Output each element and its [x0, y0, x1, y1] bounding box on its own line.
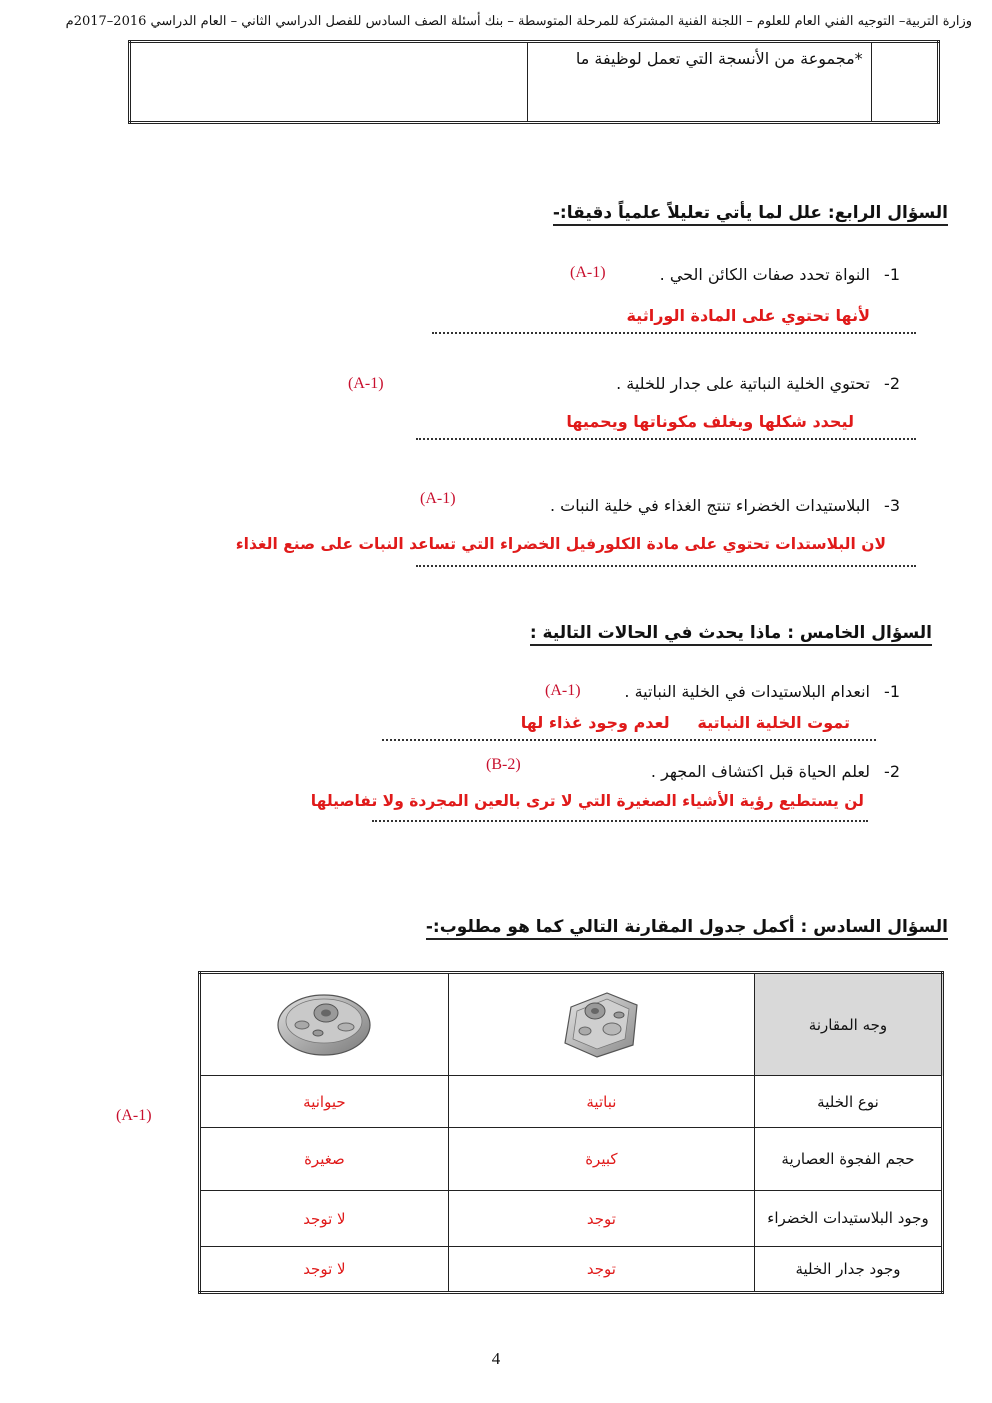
- comparison-header-label: وجه المقارنة: [808, 1015, 888, 1034]
- q4-item-1-number: 1-: [884, 265, 900, 284]
- q5-item-2-answer: لن يستطيع رؤية الأشياء الصغيرة التي لا ترى بالعين المجردة ولا تفاصيلها: [310, 792, 864, 810]
- q5-item-2-answer-line: [372, 820, 868, 822]
- q5-item-1-text: انعدام البلاستيدات في الخلية النباتية .: [624, 682, 870, 701]
- row-label: حجم الفجوة العصارية: [754, 1128, 942, 1191]
- plant-value: توجد: [448, 1191, 754, 1247]
- comparison-header-cell: [754, 973, 942, 1076]
- q4-item-3-answer: لان البلاستدات تحتوي على مادة الكلورفيل الخضراء التي تساعد النبات على صنع الغذاء: [235, 535, 886, 553]
- q5-item-1-number: 1-: [884, 682, 900, 701]
- top-table: [128, 40, 940, 124]
- q4-item-2-text: تحتوي الخلية النباتية على جدار للخلية .: [616, 374, 870, 393]
- plant-cell-image: [557, 985, 645, 1061]
- table-row: [200, 1128, 943, 1191]
- animal-value: حيوانية: [200, 1076, 449, 1128]
- animal-value: لا توجد: [200, 1191, 449, 1247]
- q5-item-1-code: (A-1): [545, 682, 581, 699]
- q6-heading: السؤال السادس : أكمل جدول المقارنة التالي كما هو مطلوب:-: [426, 917, 948, 940]
- q5-item-2-text: لعلم الحياة قبل اكتشاف المجهر .: [650, 762, 870, 781]
- q4-item-3-code: (A-1): [420, 490, 456, 507]
- row-label: وجود البلاستيدات الخضراء: [754, 1191, 942, 1247]
- animal-value: لا توجد: [200, 1247, 449, 1293]
- q4-item-1-answer-line: [432, 332, 916, 334]
- row-label: نوع الخلية: [754, 1076, 942, 1128]
- plant-value: نباتية: [448, 1076, 754, 1128]
- table-row: [200, 1191, 943, 1247]
- q4-item-3-answer-line: [416, 565, 916, 567]
- animal-value: صغيرة: [200, 1128, 449, 1191]
- page-header: وزارة التربية– التوجيه الفني العام للعلوم – اللجنة الفنية المشتركة للمرحلة المتوسطة – بنك أسئلة الصف السادس للفصل الدراسي الثاني – العام الدراسي 2016–2017م: [65, 14, 972, 29]
- row-label: وجود جدار الخلية: [754, 1247, 942, 1293]
- q4-item-3-number: 3-: [884, 496, 900, 515]
- animal-cell-image: [274, 987, 374, 1059]
- table-row: [200, 1247, 943, 1293]
- q4-item-2-code: (A-1): [348, 375, 384, 392]
- plant-value: كبيرة: [448, 1128, 754, 1191]
- q6-side-code: (A-1): [116, 1107, 152, 1124]
- table-row: [200, 1076, 943, 1128]
- q5-item-1-answer: تموت الخلية النباتية لعدم وجود غذاء لها: [520, 713, 850, 732]
- top-table-empty-cell-left: [130, 42, 528, 123]
- q4-item-3-text: البلاستيدات الخضراء تنتج الغذاء في خلية النبات .: [549, 496, 870, 515]
- animal-cell-image-cell: [200, 973, 449, 1076]
- q4-item-2-answer: ليحدد شكلها ويغلف مكوناتها ويحميها: [566, 412, 854, 431]
- q5-item-1-answer-line: [382, 739, 876, 741]
- q5-item-2-code: (B-2): [486, 756, 521, 773]
- q4-item-1-answer: لأنها تحتوي على المادة الوراثية: [626, 306, 870, 325]
- top-table-empty-cell-right: [871, 42, 938, 123]
- q5-item-2-number: 2-: [884, 762, 900, 781]
- q4-item-1-text: النواة تحدد صفات الكائن الحي .: [659, 265, 870, 284]
- q4-item-2-answer-line: [416, 438, 916, 440]
- comparison-table: [198, 971, 944, 1294]
- q4-item-1-code: (A-1): [570, 264, 606, 281]
- plant-cell-image-cell: [448, 973, 754, 1076]
- q5-heading: السؤال الخامس : ماذا يحدث في الحالات التالية :: [530, 623, 932, 646]
- plant-value: توجد: [448, 1247, 754, 1293]
- q4-item-2-number: 2-: [884, 374, 900, 393]
- top-table-text-cell: *مجموعة من الأنسجة التي تعمل لوظيفة ما: [527, 42, 871, 123]
- page-number: 4: [491, 1349, 501, 1368]
- q4-heading: السؤال الرابع: علل لما يأتي تعليلاً علمياً دقيقا:-: [553, 203, 948, 226]
